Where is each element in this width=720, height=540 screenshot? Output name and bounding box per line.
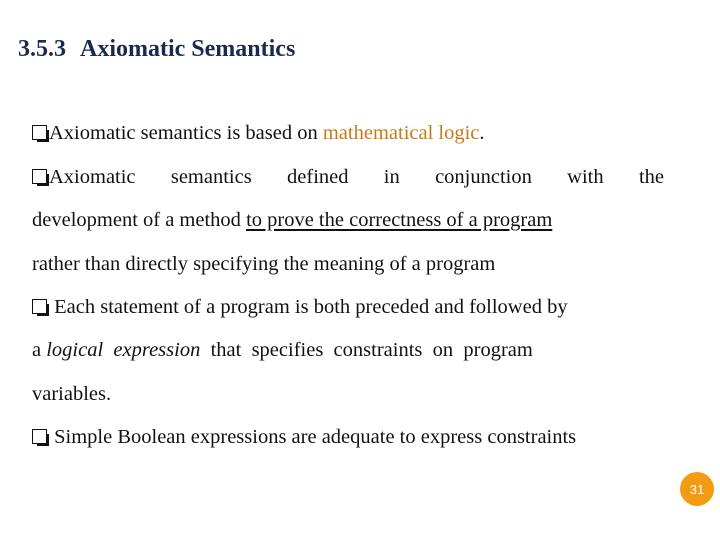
title-text: Axiomatic Semantics (80, 36, 296, 62)
bullet-3-line-1 (32, 293, 664, 321)
bullet-2-text-end: rather than directly specifying the meaning of a program (32, 253, 496, 275)
bullet-1-text-end: . (479, 122, 485, 144)
bullet-3-text-after: that specifies constraints on program (200, 339, 533, 361)
slide-title (18, 36, 295, 63)
section-number: 3.5.3 (18, 36, 66, 62)
bullet-1-highlight: mathematical logic (322, 122, 480, 144)
bullet-2-text: Axiomatic semantics defined in conjunction with the (49, 166, 664, 188)
checkbox-bullet-icon (32, 125, 47, 140)
bullet-3-text-end: variables. (32, 383, 112, 405)
bullet-3-line-3 (32, 380, 664, 408)
bullet-1 (32, 119, 664, 147)
bullet-4 (32, 423, 664, 451)
checkbox-bullet-icon (32, 429, 47, 444)
bullet-2-underlined: to prove the correctness of a program (246, 209, 553, 231)
bullet-2-line-1 (32, 163, 664, 191)
bullet-3-text: Each statement of a program is both preceded and followed by (54, 296, 568, 318)
bullet-2-line-2 (32, 206, 664, 234)
checkbox-bullet-icon (32, 299, 47, 314)
bullet-3-line-2 (32, 336, 664, 364)
page-number: 31 (689, 481, 705, 497)
bullet-2-text-before: development of a method (32, 209, 247, 231)
bullet-3-italic: logical expression (46, 339, 201, 361)
bullet-1-text: Axiomatic semantics is based on (49, 122, 323, 144)
bullet-2-line-3 (32, 250, 664, 278)
bullet-3-text-before: a (32, 339, 47, 361)
page-number-badge (680, 472, 714, 506)
checkbox-bullet-icon (32, 169, 47, 184)
bullet-4-text: Simple Boolean expressions are adequate to express constraints (54, 426, 577, 448)
